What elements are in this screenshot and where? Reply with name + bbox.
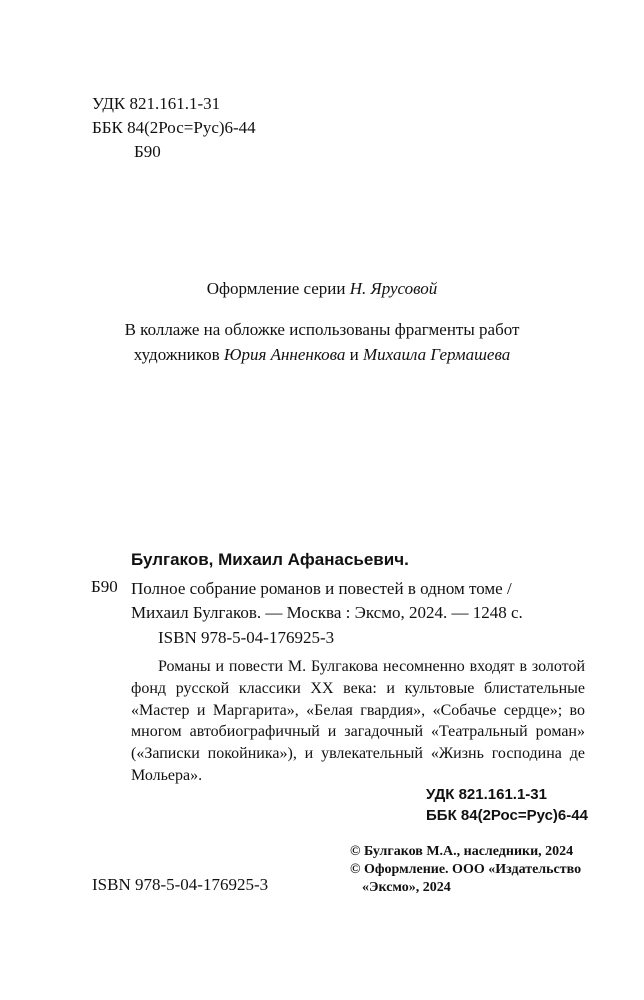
catalog-annotation — [131, 656, 585, 787]
cover-note-and: и — [345, 345, 363, 364]
catalog-author-mark: Б90 — [91, 577, 118, 596]
cover-note-prefix: художников — [133, 345, 224, 364]
copyright-design-line1: © Оформление. ООО «Издательство — [350, 862, 582, 877]
udk-code: УДК 821.161.1-31 — [92, 94, 221, 113]
catalog-bbk: ББК 84(2Рос=Рус)6-44 — [426, 807, 588, 824]
artist-germashev: Михаила Гермашева — [363, 345, 511, 364]
catalog-classification — [426, 784, 588, 826]
catalog-udk: УДК 821.161.1-31 — [426, 786, 547, 803]
copyright-author: © Булгаков М.А., наследники, 2024 — [350, 844, 574, 859]
cover-collage-note — [0, 317, 644, 367]
annotation-text: Романы и повести М. Булгакова несомненно входят в золотой фонд русской классики XX века: и культовые блистательные «Мастер и Маргарита», «Белая гвардия», «Собачье сердце»; во многом автобиографичный и загадочный «Театральный роман» («Записки покойника»), и увлекательный «Жизнь господина де Мольера». — [131, 658, 585, 784]
catalog-isbn: ISBN 978-5-04-176925-3 — [158, 628, 335, 647]
footer-isbn: ISBN 978-5-04-176925-3 — [92, 875, 269, 894]
copyright-block — [350, 843, 581, 897]
top-classification-block — [92, 92, 256, 164]
cover-note-line1: В коллаже на обложке использованы фрагменты работ — [124, 320, 520, 339]
cover-note-line2 — [0, 342, 644, 367]
copyright-design-line2: «Эксмо», 2024 — [362, 880, 451, 895]
catalog-title-line1: Полное собрание романов и повестей в одном томе / — [131, 579, 512, 598]
catalog-title-line2: Михаил Булгаков. — Москва : Эксмо, 2024. — 1248 с. — [131, 603, 523, 622]
bbk-code: ББК 84(2Рос=Рус)6-44 — [92, 118, 256, 137]
series-designer-name: Н. Ярусовой — [349, 279, 438, 298]
catalog-title — [131, 577, 523, 625]
series-design-credit — [0, 277, 644, 301]
catalog-author: Булгаков, Михаил Афанасьевич. — [131, 550, 409, 569]
series-design-prefix: Оформление серии — [206, 279, 350, 298]
author-mark: Б90 — [134, 142, 161, 161]
artist-annenkov: Юрия Анненкова — [223, 345, 346, 364]
